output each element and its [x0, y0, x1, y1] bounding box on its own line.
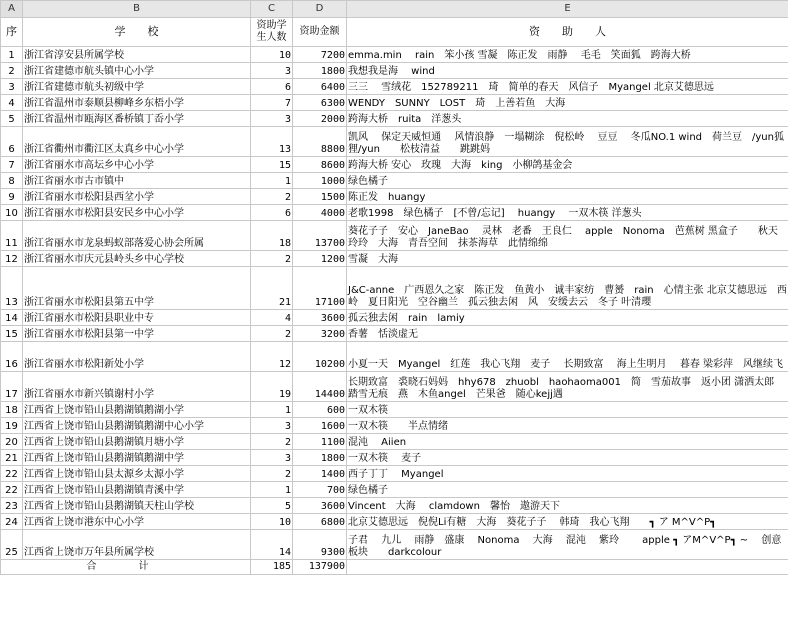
row-donors-cell[interactable]: 跨海大桥 ruita 洋葱头 [347, 111, 788, 127]
row-donors-cell[interactable]: 西子丁丁 Myangel [347, 466, 788, 482]
row-donors-cell[interactable]: 绿色橘子 [347, 173, 788, 189]
row-seq-cell[interactable]: 5 [1, 111, 23, 127]
table-row [1, 189, 788, 205]
row-students-cell[interactable]: 1 [251, 402, 293, 418]
row-donors-cell[interactable]: 凯风 保定天威恒通 风情浪静 一塌糊涂 倪松岭 豆豆 冬瓜NO.1 wind 荷兰豆 /yun狐狸/yun 松枝清益 跳跳妈 [347, 127, 788, 157]
row-students-cell[interactable]: 10 [251, 514, 293, 530]
row-seq-cell[interactable]: 17 [1, 372, 23, 402]
row-seq-cell[interactable]: 1 [1, 47, 23, 63]
row-donors-cell[interactable]: 老歌1998 绿色橘子 [不曾/忘记] huangy 一双木筷 洋葱头 [347, 205, 788, 221]
row-amount-cell[interactable]: 8600 [293, 157, 347, 173]
row-seq-cell[interactable]: 6 [1, 127, 23, 157]
select-all-corner[interactable]: A [1, 1, 23, 18]
table-row [1, 450, 788, 466]
row-amount-cell[interactable]: 1800 [293, 450, 347, 466]
row-students-cell[interactable]: 5 [251, 498, 293, 514]
row-seq-cell[interactable]: 22 [1, 466, 23, 482]
row-amount-cell[interactable]: 1500 [293, 189, 347, 205]
column-header-d[interactable]: E [347, 1, 788, 18]
row-amount-cell[interactable]: 6400 [293, 79, 347, 95]
row-students-cell[interactable]: 14 [251, 530, 293, 560]
row-students-cell[interactable]: 3 [251, 63, 293, 79]
row-donors-cell[interactable]: 长期致富 裘晓石妈妈 hhy678 zhuobl haohaoma001 简 雪茄故事 返小团 潇洒太郎 踏雪无痕 燕 木鱼angel 芒果爸 随心kejj遇 [347, 372, 788, 402]
row-amount-cell[interactable]: 13700 [293, 221, 347, 251]
row-students-cell[interactable]: 4 [251, 310, 293, 326]
row-seq-cell[interactable]: 12 [1, 251, 23, 267]
row-donors-cell[interactable]: 葵花子子 安心 JaneBao 灵林 老番 王良仁 apple Nonoma 芭蕉树 黑盒子 秋天 玲玲 大海 青吾空间 抹茶海草 此情绵绵 [347, 221, 788, 251]
row-students-cell[interactable]: 6 [251, 205, 293, 221]
row-seq-cell[interactable]: 13 [1, 267, 23, 310]
row-school-cell[interactable]: 江西省上饶市铅山县鹅湖镇青溪中学 [23, 482, 251, 498]
row-seq-cell[interactable]: 10 [1, 205, 23, 221]
row-students-cell[interactable]: 3 [251, 418, 293, 434]
row-amount-cell[interactable]: 1100 [293, 434, 347, 450]
row-school-cell[interactable]: 浙江省淳安县所属学校 [23, 47, 251, 63]
row-amount-cell[interactable]: 3600 [293, 310, 347, 326]
row-school-cell[interactable]: 浙江省丽水市龙泉蚂蚁部落爱心协会所属 [23, 221, 251, 251]
row-seq-cell[interactable]: 4 [1, 95, 23, 111]
row-students-cell[interactable]: 15 [251, 157, 293, 173]
row-seq-cell[interactable]: 9 [1, 189, 23, 205]
row-school-cell[interactable]: 江西省上饶市铅山县鹅湖镇月塘小学 [23, 434, 251, 450]
total-label-cell[interactable]: 合 计 [1, 560, 251, 575]
row-donors-cell[interactable]: 小夏一天 Myangel 红莲 我心飞翔 麦子 长期致富 海上生明月 暮春 梁彩萍 风继续飞 [347, 342, 788, 372]
row-amount-cell[interactable]: 3600 [293, 498, 347, 514]
row-donors-cell[interactable]: 跨海大桥 安心 玫瑰 大海 king 小柳鸽基金会 [347, 157, 788, 173]
row-donors-cell[interactable]: 混沌 Aiien [347, 434, 788, 450]
header-amount-cell[interactable]: 资助金额 [293, 18, 347, 47]
row-school-cell[interactable]: 浙江省丽水市古市镇中 [23, 173, 251, 189]
row-amount-cell[interactable]: 4000 [293, 205, 347, 221]
row-amount-cell[interactable]: 6300 [293, 95, 347, 111]
row-donors-cell[interactable]: 绿色橘子 [347, 482, 788, 498]
table-row [1, 95, 788, 111]
table-row [1, 47, 788, 63]
row-seq-cell[interactable]: 15 [1, 326, 23, 342]
row-students-cell[interactable]: 2 [251, 466, 293, 482]
row-donors-cell[interactable]: 陈正发 huangy [347, 189, 788, 205]
row-school-cell[interactable]: 浙江省温州市瓯海区番桥镇丁岙小学 [23, 111, 251, 127]
table-row [1, 63, 788, 79]
row-seq-cell[interactable]: 22 [1, 482, 23, 498]
row-school-cell[interactable]: 江西省上饶市铅山县鹅湖镇天柱山学校 [23, 498, 251, 514]
row-amount-cell[interactable]: 2000 [293, 111, 347, 127]
table-row [1, 514, 788, 530]
row-students-cell[interactable]: 1 [251, 482, 293, 498]
table-row [1, 127, 788, 157]
column-header-b[interactable]: C [251, 1, 293, 18]
row-students-cell[interactable]: 18 [251, 221, 293, 251]
table-row [1, 310, 788, 326]
row-school-cell[interactable]: 浙江省温州市泰顺县柳峰乡东梧小学 [23, 95, 251, 111]
row-students-cell[interactable]: 6 [251, 79, 293, 95]
row-school-cell[interactable]: 浙江省丽水市松阳县第五中学 [23, 267, 251, 310]
table-row [1, 79, 788, 95]
row-school-cell[interactable]: 浙江省丽水市高坛乡中心小学 [23, 157, 251, 173]
row-seq-cell[interactable]: 20 [1, 434, 23, 450]
row-amount-cell[interactable]: 1000 [293, 173, 347, 189]
row-students-cell[interactable]: 21 [251, 267, 293, 310]
row-seq-cell[interactable]: 11 [1, 221, 23, 251]
table-row [1, 482, 788, 498]
row-school-cell[interactable]: 浙江省衢州市衢江区太真乡中心小学 [23, 127, 251, 157]
row-donors-cell[interactable]: J&C-anne 广西恩久之家 陈正发 鱼黄小 诚丰家纺 曹赟 rain 心情主张 北京艾德思远 西岭 夏日阳光 空谷幽兰 孤云独去闲 风 安缓去云 冬子 叶清瓔 [347, 267, 788, 310]
row-amount-cell[interactable]: 14400 [293, 372, 347, 402]
row-seq-cell[interactable]: 25 [1, 530, 23, 560]
total-students-cell[interactable]: 185 [251, 560, 293, 575]
row-amount-cell[interactable]: 7200 [293, 47, 347, 63]
table-row [1, 157, 788, 173]
row-seq-cell[interactable]: 7 [1, 157, 23, 173]
row-school-cell[interactable]: 江西省上饶市万年县所属学校 [23, 530, 251, 560]
row-amount-cell[interactable]: 1400 [293, 466, 347, 482]
row-school-cell[interactable]: 浙江省丽水市松阳新处小学 [23, 342, 251, 372]
header-students-cell[interactable]: 资助学生人数 [251, 18, 293, 47]
row-students-cell[interactable]: 13 [251, 127, 293, 157]
row-amount-cell[interactable]: 3200 [293, 326, 347, 342]
row-school-cell[interactable]: 浙江省建德市航头镇中心小学 [23, 63, 251, 79]
row-school-cell[interactable]: 江西省上饶市铅山县太源乡太源小学 [23, 466, 251, 482]
row-students-cell[interactable]: 2 [251, 434, 293, 450]
total-donors-cell[interactable] [347, 560, 788, 575]
row-donors-cell[interactable]: 孤云独去闲 rain lamiy [347, 310, 788, 326]
row-seq-cell[interactable]: 23 [1, 498, 23, 514]
row-students-cell[interactable]: 19 [251, 372, 293, 402]
row-seq-cell[interactable]: 8 [1, 173, 23, 189]
row-donors-cell[interactable]: 一双木筷 麦子 [347, 450, 788, 466]
header-donors-cell[interactable]: 资 助 人 [347, 18, 788, 47]
row-seq-cell[interactable]: 16 [1, 342, 23, 372]
row-students-cell[interactable]: 10 [251, 47, 293, 63]
row-students-cell[interactable]: 3 [251, 450, 293, 466]
row-amount-cell[interactable]: 600 [293, 402, 347, 418]
table-row [1, 434, 788, 450]
table-row [1, 372, 788, 402]
row-donors-cell[interactable]: WENDY SUNNY LOST 琦 上善若鱼 大海 [347, 95, 788, 111]
table-row [1, 402, 788, 418]
total-row [1, 560, 788, 575]
row-school-cell[interactable]: 浙江省丽水市松阳县第一中学 [23, 326, 251, 342]
row-school-cell[interactable]: 浙江省丽水市庆元县岭头乡中心学校 [23, 251, 251, 267]
row-donors-cell[interactable]: 雪凝 大海 [347, 251, 788, 267]
row-students-cell[interactable]: 2 [251, 326, 293, 342]
row-donors-cell[interactable]: 一双木筷 半点情绪 [347, 418, 788, 434]
row-donors-cell[interactable]: 北京艾德思远 倪倪Li有糖 大海 葵花子子 韩琦 我心飞翔 ┓ ア M^V^P┓ [347, 514, 788, 530]
row-seq-cell[interactable]: 18 [1, 402, 23, 418]
row-seq-cell[interactable]: 24 [1, 514, 23, 530]
row-amount-cell[interactable]: 17100 [293, 267, 347, 310]
table-header-row [1, 18, 788, 47]
column-header-row [1, 1, 788, 18]
row-school-cell[interactable]: 江西省上饶市铅山县鹅湖镇鹅湖中心小学 [23, 418, 251, 434]
row-school-cell[interactable]: 浙江省丽水市松阳县安民乡中心小学 [23, 205, 251, 221]
row-students-cell[interactable]: 2 [251, 189, 293, 205]
table-row [1, 326, 788, 342]
row-amount-cell[interactable]: 1600 [293, 418, 347, 434]
column-header-a[interactable]: B [23, 1, 251, 18]
row-seq-cell[interactable]: 19 [1, 418, 23, 434]
header-school-cell[interactable]: 学 校 [23, 18, 251, 47]
row-donors-cell[interactable]: 我想我是海 wind [347, 63, 788, 79]
table-row [1, 251, 788, 267]
row-school-cell[interactable]: 江西省上饶市铅山县鹅湖镇鹅湖小学 [23, 402, 251, 418]
row-donors-cell[interactable]: emma.min rain 笨小孩 雪凝 陈正发 雨静 毛毛 笑面狐 跨海大桥 [347, 47, 788, 63]
row-school-cell[interactable]: 浙江省丽水市新兴镇谢村小学 [23, 372, 251, 402]
total-amount-cell[interactable]: 137900 [293, 560, 347, 575]
row-school-cell[interactable]: 江西省上饶市铅山县鹅湖镇鹅湖中学 [23, 450, 251, 466]
row-students-cell[interactable]: 3 [251, 111, 293, 127]
row-students-cell[interactable]: 1 [251, 173, 293, 189]
row-seq-cell[interactable]: 2 [1, 63, 23, 79]
table-row [1, 530, 788, 560]
row-students-cell[interactable]: 12 [251, 342, 293, 372]
header-seq-cell[interactable]: 序 [1, 18, 23, 47]
table-row [1, 221, 788, 251]
row-donors-cell[interactable]: 三三 雪绒花 152789211 琦 简单的春天 风信子 Myangel 北京艾德思远 [347, 79, 788, 95]
row-donors-cell[interactable]: Vincent 大海 clamdown 馨怡 遨游天下 [347, 498, 788, 514]
row-donors-cell[interactable]: 一双木筷 [347, 402, 788, 418]
row-donors-cell[interactable]: 香薯 恬淡虚无 [347, 326, 788, 342]
table-row [1, 498, 788, 514]
table-row [1, 205, 788, 221]
row-students-cell[interactable]: 7 [251, 95, 293, 111]
row-school-cell[interactable]: 江西省上饶市港东中心小学 [23, 514, 251, 530]
row-school-cell[interactable]: 浙江省丽水市松阳县西坌小学 [23, 189, 251, 205]
row-amount-cell[interactable]: 700 [293, 482, 347, 498]
row-amount-cell[interactable]: 8800 [293, 127, 347, 157]
table-row [1, 173, 788, 189]
row-donors-cell[interactable]: 子君 九儿 雨静 盛康 Nonoma 大海 混沌 紫玲 apple ┓ アM^V^P┓ ~ 创意板块 darkcolour [347, 530, 788, 560]
row-students-cell[interactable]: 2 [251, 251, 293, 267]
row-seq-cell[interactable]: 14 [1, 310, 23, 326]
row-school-cell[interactable]: 浙江省建德市航头初级中学 [23, 79, 251, 95]
table-row [1, 111, 788, 127]
table-row [1, 466, 788, 482]
row-seq-cell[interactable]: 3 [1, 79, 23, 95]
row-amount-cell[interactable]: 6800 [293, 514, 347, 530]
row-seq-cell[interactable]: 21 [1, 450, 23, 466]
row-amount-cell[interactable]: 1200 [293, 251, 347, 267]
row-amount-cell[interactable]: 9300 [293, 530, 347, 560]
row-school-cell[interactable]: 浙江省丽水市松阳县职业中专 [23, 310, 251, 326]
row-amount-cell[interactable]: 10200 [293, 342, 347, 372]
table-row [1, 418, 788, 434]
column-header-c[interactable]: D [293, 1, 347, 18]
row-amount-cell[interactable]: 1800 [293, 63, 347, 79]
table-row [1, 342, 788, 372]
table-row [1, 267, 788, 310]
